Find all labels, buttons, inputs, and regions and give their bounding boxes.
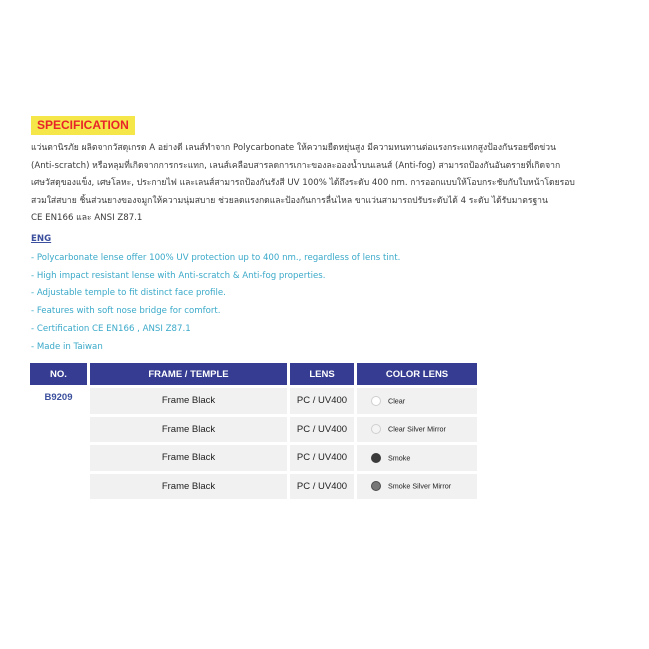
frame-cell: Frame Black — [90, 388, 290, 414]
thai-line: เศษวัสดุของแข็ง, เศษโลหะ, ประกายไฟ และเลนส์สามารถป้องกันรังสี UV 100% ได้ถึงระดับ 400 nm. การออกแบบให้โอบกระชับกับใบหน้าโดยรอบ — [31, 178, 575, 189]
lens-cell: PC / UV400 — [290, 417, 357, 443]
thai-line: แว่นตานิรภัย ผลิตจากวัสดุเกรด A อย่างดี เลนส์ทำจาก Polycarbonate ให้ความยืดหยุ่นสูง มีความทนทานต่อแรงกระแทกสูงป้องกันรอยขีดข่วน — [31, 143, 556, 153]
lens-color-swatch — [371, 396, 381, 406]
header-lens: LENS — [290, 363, 357, 385]
table-row — [30, 445, 480, 471]
model-number: B9209 — [30, 388, 90, 499]
list-item: - Polycarbonate lense offer 100% UV protection up to 400 nm., regardless of lens tint. — [31, 253, 401, 263]
table-header-row — [30, 363, 480, 385]
color-cell — [357, 388, 480, 414]
lens-color-swatch — [371, 424, 381, 434]
header-frame-temple: FRAME / TEMPLE — [90, 363, 290, 385]
eng-label: ENG — [31, 234, 52, 244]
table-row — [30, 388, 480, 414]
thai-line: สวมใส่สบาย ชิ้นส่วนยางของจมูกให้ความนุ่มสบาย ช่วยลดแรงกดและป้องกันการลื่นไหล ขาแว่นสามารถปรับระดับได้ 4 ระดับ ได้รับมาตรฐาน — [31, 195, 548, 206]
header-color-lens: COLOR LENS — [357, 363, 480, 385]
thai-line: CE EN166 และ ANSI Z87.1 — [31, 213, 143, 224]
frame-cell: Frame Black — [90, 445, 290, 471]
thai-line: (Anti-scratch) หรือหลุมที่เกิดจากการกระแทก, เลนส์เคลือบสารลดการเกาะของละอองน้ำบนเลนส์ (Anti-fog) สามารถป้องกันอันตรายที่เกิดจาก — [31, 160, 561, 171]
list-item: - High impact resistant lense with Anti-scratch & Anti-fog properties. — [31, 270, 326, 281]
list-item: - Features with soft nose bridge for comfort. — [31, 306, 221, 317]
eng-feature-list — [31, 250, 591, 356]
frame-cell: Frame Black — [90, 417, 290, 443]
header-no: NO. — [30, 363, 90, 385]
color-cell — [357, 445, 480, 471]
specification-heading: SPECIFICATION — [31, 116, 135, 135]
spec-table — [30, 360, 480, 502]
frame-cell: Frame Black — [90, 474, 290, 500]
table-row — [30, 474, 480, 500]
color-cell — [357, 417, 480, 443]
lens-color-swatch — [371, 481, 381, 491]
list-item: - Certification CE EN166 , ANSI Z87.1 — [31, 323, 191, 334]
lens-cell: PC / UV400 — [290, 388, 357, 414]
lens-cell: PC / UV400 — [290, 474, 357, 500]
thai-description — [31, 140, 631, 228]
lens-cell: PC / UV400 — [290, 445, 357, 471]
lens-color-swatch — [371, 453, 381, 463]
color-label: Clear — [388, 396, 406, 406]
color-cell — [357, 474, 480, 500]
color-label: Clear Silver Mirror — [388, 424, 446, 434]
color-label: Smoke Silver Mirror — [388, 481, 452, 491]
list-item: - Adjustable temple to fit distinct face profile. — [31, 288, 226, 299]
table-row — [30, 417, 480, 443]
list-item: - Made in Taiwan — [31, 341, 103, 352]
color-label: Smoke — [388, 453, 411, 463]
